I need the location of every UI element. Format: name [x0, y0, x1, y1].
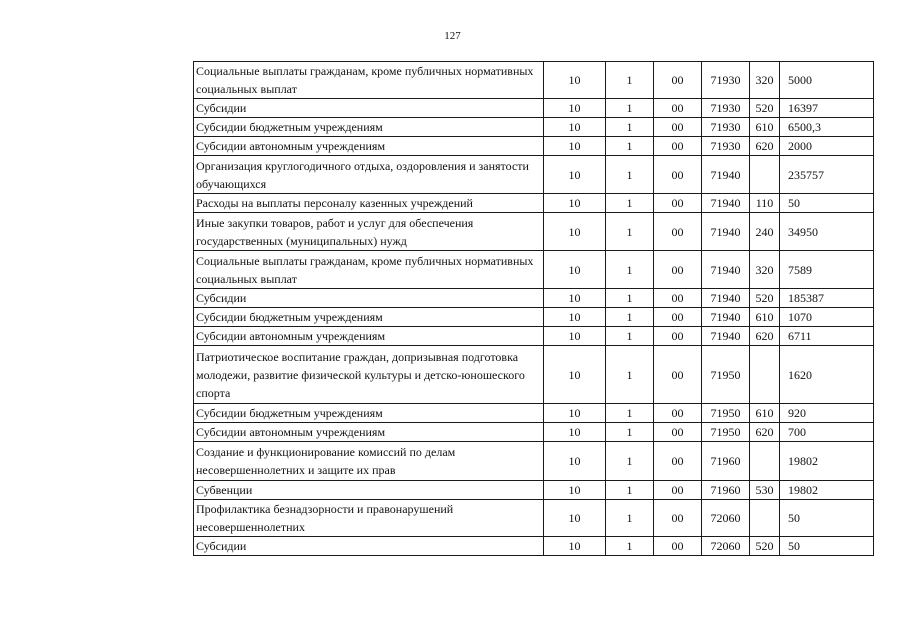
program-code-cell: 00 — [654, 62, 702, 99]
target-article-cell: 71960 — [702, 481, 750, 500]
amount-cell: 185387 — [780, 289, 874, 308]
page-number: 127 — [444, 30, 461, 42]
table-row — [194, 289, 874, 308]
section-code-cell: 10 — [544, 500, 606, 537]
section-code-cell: 10 — [544, 118, 606, 137]
expense-name-cell: Субсидии автономным учреждениям — [194, 137, 544, 156]
target-article-cell: 71950 — [702, 346, 750, 404]
expense-type-cell: 110 — [750, 194, 780, 213]
subsection-code-cell: 1 — [606, 500, 654, 537]
table-row — [194, 251, 874, 289]
program-code-cell: 00 — [654, 289, 702, 308]
amount-cell: 5000 — [780, 62, 874, 99]
amount-cell: 7589 — [780, 251, 874, 289]
program-code-cell: 00 — [654, 423, 702, 442]
expense-name-cell: Патриотическое воспитание граждан, допризывная подготовка молодежи, развитие физической культуры и детско-юношеского спорта — [194, 346, 544, 404]
amount-cell: 2000 — [780, 137, 874, 156]
subsection-code-cell: 1 — [606, 118, 654, 137]
section-code-cell: 10 — [544, 213, 606, 251]
subsection-code-cell: 1 — [606, 213, 654, 251]
table-row — [194, 442, 874, 481]
budget-table — [193, 61, 874, 556]
expense-name-cell: Субвенции — [194, 481, 544, 500]
expense-type-cell: 610 — [750, 404, 780, 423]
section-code-cell: 10 — [544, 423, 606, 442]
amount-cell: 50 — [780, 537, 874, 556]
target-article-cell: 72060 — [702, 500, 750, 537]
table-row — [194, 194, 874, 213]
program-code-cell: 00 — [654, 308, 702, 327]
subsection-code-cell: 1 — [606, 99, 654, 118]
subsection-code-cell: 1 — [606, 481, 654, 500]
expense-type-cell: 520 — [750, 99, 780, 118]
expense-name-cell: Субсидии автономным учреждениям — [194, 423, 544, 442]
expense-type-cell — [750, 156, 780, 194]
program-code-cell: 00 — [654, 327, 702, 346]
expense-type-cell — [750, 346, 780, 404]
amount-cell: 1070 — [780, 308, 874, 327]
table-row — [194, 481, 874, 500]
expense-name-cell: Социальные выплаты гражданам, кроме публичных нормативных социальных выплат — [194, 62, 544, 99]
expense-type-cell — [750, 500, 780, 537]
table-row — [194, 327, 874, 346]
budget-table-body — [194, 62, 874, 556]
program-code-cell: 00 — [654, 99, 702, 118]
section-code-cell: 10 — [544, 404, 606, 423]
table-row — [194, 404, 874, 423]
expense-name-cell: Профилактика безнадзорности и правонарушений несовершеннолетних — [194, 500, 544, 537]
amount-cell: 50 — [780, 194, 874, 213]
target-article-cell: 71930 — [702, 99, 750, 118]
target-article-cell: 71960 — [702, 442, 750, 481]
target-article-cell: 71950 — [702, 404, 750, 423]
expense-type-cell: 610 — [750, 118, 780, 137]
table-row — [194, 308, 874, 327]
expense-type-cell: 610 — [750, 308, 780, 327]
expense-type-cell: 620 — [750, 327, 780, 346]
expense-type-cell: 620 — [750, 423, 780, 442]
amount-cell: 920 — [780, 404, 874, 423]
amount-cell: 34950 — [780, 213, 874, 251]
table-row — [194, 213, 874, 251]
program-code-cell: 00 — [654, 137, 702, 156]
target-article-cell: 71950 — [702, 423, 750, 442]
section-code-cell: 10 — [544, 251, 606, 289]
section-code-cell: 10 — [544, 481, 606, 500]
expense-name-cell: Субсидии — [194, 537, 544, 556]
amount-cell: 1620 — [780, 346, 874, 404]
expense-name-cell: Организация круглогодичного отдыха, оздоровления и занятости обучающихся — [194, 156, 544, 194]
subsection-code-cell: 1 — [606, 423, 654, 442]
amount-cell: 19802 — [780, 481, 874, 500]
section-code-cell: 10 — [544, 156, 606, 194]
target-article-cell: 71940 — [702, 327, 750, 346]
expense-type-cell: 620 — [750, 137, 780, 156]
program-code-cell: 00 — [654, 404, 702, 423]
table-row — [194, 423, 874, 442]
target-article-cell: 71930 — [702, 137, 750, 156]
subsection-code-cell: 1 — [606, 62, 654, 99]
program-code-cell: 00 — [654, 500, 702, 537]
amount-cell: 6711 — [780, 327, 874, 346]
expense-type-cell: 520 — [750, 537, 780, 556]
expense-name-cell: Субсидии — [194, 289, 544, 308]
table-row — [194, 537, 874, 556]
table-row — [194, 500, 874, 537]
subsection-code-cell: 1 — [606, 346, 654, 404]
program-code-cell: 00 — [654, 442, 702, 481]
section-code-cell: 10 — [544, 537, 606, 556]
table-row — [194, 62, 874, 99]
program-code-cell: 00 — [654, 346, 702, 404]
subsection-code-cell: 1 — [606, 537, 654, 556]
section-code-cell: 10 — [544, 327, 606, 346]
program-code-cell: 00 — [654, 194, 702, 213]
program-code-cell: 00 — [654, 481, 702, 500]
target-article-cell: 71930 — [702, 62, 750, 99]
section-code-cell: 10 — [544, 442, 606, 481]
section-code-cell: 10 — [544, 62, 606, 99]
subsection-code-cell: 1 — [606, 442, 654, 481]
section-code-cell: 10 — [544, 137, 606, 156]
target-article-cell: 72060 — [702, 537, 750, 556]
expense-name-cell: Субсидии бюджетным учреждениям — [194, 308, 544, 327]
section-code-cell: 10 — [544, 194, 606, 213]
amount-cell: 16397 — [780, 99, 874, 118]
program-code-cell: 00 — [654, 537, 702, 556]
expense-type-cell: 320 — [750, 62, 780, 99]
target-article-cell: 71940 — [702, 213, 750, 251]
expense-type-cell: 320 — [750, 251, 780, 289]
subsection-code-cell: 1 — [606, 137, 654, 156]
expense-name-cell: Субсидии бюджетным учреждениям — [194, 118, 544, 137]
table-row — [194, 137, 874, 156]
program-code-cell: 00 — [654, 251, 702, 289]
target-article-cell: 71930 — [702, 118, 750, 137]
subsection-code-cell: 1 — [606, 194, 654, 213]
expense-name-cell: Социальные выплаты гражданам, кроме публичных нормативных социальных выплат — [194, 251, 544, 289]
table-row — [194, 118, 874, 137]
target-article-cell: 71940 — [702, 156, 750, 194]
expense-type-cell — [750, 442, 780, 481]
amount-cell: 19802 — [780, 442, 874, 481]
expense-name-cell: Иные закупки товаров, работ и услуг для обеспечения государственных (муниципальных) нужд — [194, 213, 544, 251]
program-code-cell: 00 — [654, 156, 702, 194]
subsection-code-cell: 1 — [606, 327, 654, 346]
table-row — [194, 156, 874, 194]
amount-cell: 235757 — [780, 156, 874, 194]
target-article-cell: 71940 — [702, 251, 750, 289]
program-code-cell: 00 — [654, 118, 702, 137]
expense-name-cell: Создание и функционирование комиссий по делам несовершеннолетних и защите их прав — [194, 442, 544, 481]
amount-cell: 50 — [780, 500, 874, 537]
amount-cell: 6500,3 — [780, 118, 874, 137]
target-article-cell: 71940 — [702, 308, 750, 327]
section-code-cell: 10 — [544, 289, 606, 308]
amount-cell: 700 — [780, 423, 874, 442]
subsection-code-cell: 1 — [606, 289, 654, 308]
target-article-cell: 71940 — [702, 194, 750, 213]
target-article-cell: 71940 — [702, 289, 750, 308]
program-code-cell: 00 — [654, 213, 702, 251]
section-code-cell: 10 — [544, 308, 606, 327]
expense-name-cell: Субсидии — [194, 99, 544, 118]
expense-type-cell: 240 — [750, 213, 780, 251]
expense-name-cell: Расходы на выплаты персоналу казенных учреждений — [194, 194, 544, 213]
expense-type-cell: 520 — [750, 289, 780, 308]
section-code-cell: 10 — [544, 346, 606, 404]
table-row — [194, 99, 874, 118]
subsection-code-cell: 1 — [606, 251, 654, 289]
subsection-code-cell: 1 — [606, 156, 654, 194]
section-code-cell: 10 — [544, 99, 606, 118]
subsection-code-cell: 1 — [606, 404, 654, 423]
table-row — [194, 346, 874, 404]
expense-type-cell: 530 — [750, 481, 780, 500]
subsection-code-cell: 1 — [606, 308, 654, 327]
expense-name-cell: Субсидии автономным учреждениям — [194, 327, 544, 346]
expense-name-cell: Субсидии бюджетным учреждениям — [194, 404, 544, 423]
